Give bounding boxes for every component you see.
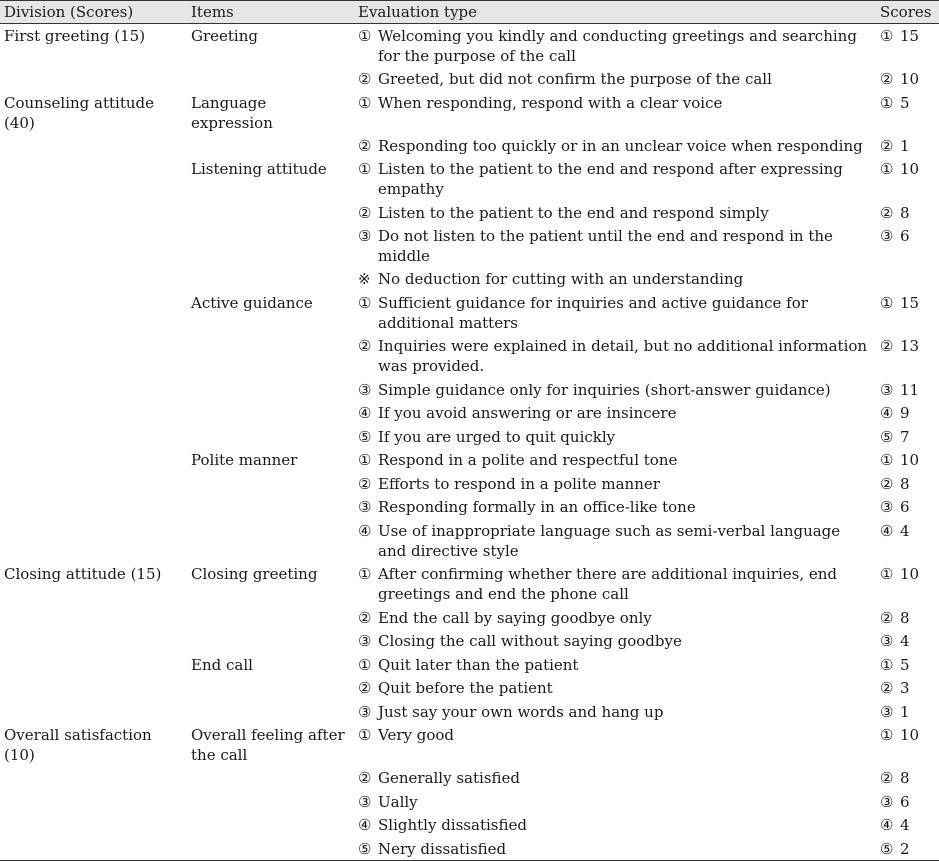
score-number: ②	[880, 136, 894, 155]
circled-number: ③	[358, 792, 372, 811]
circled-number: ⑤	[358, 839, 372, 858]
circled-number: ②	[358, 679, 372, 697]
circled-number: ③	[358, 632, 372, 650]
evaluation-text: Closing the call without saying goodbye	[378, 632, 682, 650]
division-cell	[0, 653, 187, 677]
table-row	[0, 425, 939, 449]
division-cell	[0, 291, 187, 335]
item-cell	[187, 425, 354, 449]
circled-number: ①	[358, 293, 372, 312]
header-items: Items	[187, 1, 354, 24]
table-row	[0, 653, 939, 677]
circled-number: ①	[358, 451, 372, 469]
division-cell	[0, 425, 187, 449]
table-row	[0, 562, 939, 606]
evaluation-cell	[354, 201, 876, 225]
division-cell	[0, 629, 187, 653]
header-division: Division (Scores)	[0, 1, 187, 24]
score-cell	[876, 448, 939, 472]
score-value: 9	[900, 404, 910, 422]
evaluation-text: Quit before the patient	[378, 679, 553, 697]
score-cell	[876, 519, 939, 563]
division-cell: Overall satisfaction (10)	[4, 726, 152, 764]
score-value: 5	[900, 93, 910, 112]
item-cell: Active guidance	[191, 293, 313, 312]
evaluation-cell	[354, 378, 876, 402]
division-cell	[0, 472, 187, 496]
evaluation-cell	[354, 700, 876, 724]
evaluation-text: Responding formally in an office-like tone	[378, 498, 696, 516]
score-cell	[876, 562, 939, 606]
score-number: ②	[880, 203, 894, 222]
score-value: 13	[900, 337, 920, 355]
score-cell	[876, 629, 939, 653]
evaluation-cell	[354, 562, 876, 606]
division-cell	[0, 519, 187, 563]
division-cell	[0, 134, 187, 158]
division-cell	[0, 448, 187, 472]
evaluation-cell	[354, 157, 876, 201]
evaluation-cell	[354, 790, 876, 814]
item-cell	[187, 334, 354, 378]
item-cell	[187, 224, 354, 267]
circled-number: ②	[358, 70, 372, 88]
circled-number: ④	[358, 816, 372, 834]
score-value: 3	[900, 679, 910, 697]
item-cell	[187, 700, 354, 724]
evaluation-text: Just say your own words and hang up	[378, 702, 664, 721]
table-row	[0, 134, 939, 158]
circled-number: ⑤	[358, 427, 372, 446]
circled-number: ①	[358, 160, 372, 178]
item-cell: Closing greeting	[191, 565, 318, 583]
score-value: 10	[900, 565, 920, 583]
division-cell	[0, 676, 187, 700]
score-value: 5	[900, 655, 910, 674]
score-value: 4	[900, 632, 910, 650]
evaluation-text: Simple guidance only for inquiries (short-answer guidance)	[378, 380, 831, 399]
table-row	[0, 790, 939, 814]
table-row	[0, 401, 939, 425]
evaluation-text: After confirming whether there are additional inquiries, end greetings and end the phone call	[378, 565, 838, 603]
circled-number: ①	[358, 726, 372, 744]
score-cell	[876, 472, 939, 496]
division-cell	[0, 224, 187, 267]
division-cell	[0, 766, 187, 790]
division-cell	[0, 606, 187, 630]
score-value: 2	[900, 839, 910, 858]
score-value: 1	[900, 136, 910, 155]
division-cell: First greeting (15)	[4, 27, 146, 45]
score-value: 8	[900, 608, 910, 627]
evaluation-text: Listen to the patient to the end and respond simply	[378, 203, 769, 222]
evaluation-cell	[354, 134, 876, 158]
item-cell	[187, 676, 354, 700]
item-cell	[187, 134, 354, 158]
division-cell: Counseling attitude (40)	[4, 93, 154, 132]
circled-number: ③	[358, 227, 372, 245]
evaluation-cell	[354, 837, 876, 861]
evaluation-text: If you are urged to quit quickly	[378, 427, 616, 446]
score-value: 4	[900, 521, 910, 540]
evaluation-cell	[354, 723, 876, 766]
division-cell	[0, 837, 187, 861]
division-cell	[0, 495, 187, 519]
table-row	[0, 267, 939, 291]
circled-number: ②	[358, 203, 372, 222]
division-cell	[0, 157, 187, 201]
item-cell	[187, 401, 354, 425]
table-row	[0, 813, 939, 837]
item-cell	[187, 606, 354, 630]
score-cell	[876, 91, 939, 134]
score-number: ③	[880, 227, 894, 245]
table-row	[0, 606, 939, 630]
circled-number: ③	[358, 702, 372, 721]
score-number: ⑤	[880, 839, 894, 858]
table-row	[0, 519, 939, 563]
score-value: 11	[900, 380, 920, 399]
evaluation-text: If you avoid answering or are insincere	[378, 404, 677, 422]
table-row	[0, 837, 939, 861]
score-value: 7	[900, 427, 910, 446]
table-row	[0, 67, 939, 91]
score-cell	[876, 723, 939, 766]
circled-number: ①	[358, 93, 372, 112]
division-cell: Closing attitude (15)	[4, 565, 162, 583]
division-cell	[0, 334, 187, 378]
table-row	[0, 224, 939, 267]
division-cell	[0, 700, 187, 724]
evaluation-text: Ually	[378, 792, 418, 811]
score-number: ④	[880, 521, 894, 540]
evaluation-cell	[354, 334, 876, 378]
score-number: ①	[880, 27, 894, 45]
table-row	[0, 24, 939, 68]
score-cell	[876, 24, 939, 68]
item-cell	[187, 629, 354, 653]
score-cell	[876, 401, 939, 425]
evaluation-text: Quit later than the patient	[378, 655, 579, 674]
score-cell	[876, 700, 939, 724]
score-cell	[876, 134, 939, 158]
item-cell: End call	[191, 655, 253, 674]
header-scores: Scores	[876, 1, 939, 24]
score-cell	[876, 378, 939, 402]
circled-number: ①	[358, 655, 372, 674]
score-number: ①	[880, 655, 894, 674]
item-cell	[187, 790, 354, 814]
score-cell	[876, 157, 939, 201]
score-number: ①	[880, 726, 894, 744]
evaluation-text: Inquiries were explained in detail, but no additional information was provided.	[378, 337, 868, 375]
score-value: 10	[900, 160, 920, 178]
item-cell	[187, 519, 354, 563]
evaluation-cell	[354, 91, 876, 134]
division-cell	[0, 378, 187, 402]
evaluation-cell	[354, 519, 876, 563]
note-text: No deduction for cutting with an understanding	[378, 270, 744, 288]
circled-number: ③	[358, 380, 372, 399]
evaluation-text: Listen to the patient to the end and respond after expressing empathy	[378, 160, 843, 198]
circled-number: ④	[358, 404, 372, 422]
evaluation-text: Very good	[378, 726, 455, 744]
score-cell	[876, 334, 939, 378]
evaluation-text: Use of inappropriate language such as semi-verbal language and directive style	[378, 521, 841, 560]
evaluation-text: Respond in a polite and respectful tone	[378, 451, 678, 469]
circled-number: ②	[358, 337, 372, 355]
evaluation-text: Do not listen to the patient until the end and respond in the middle	[378, 227, 833, 265]
score-value: 6	[900, 792, 910, 811]
evaluation-cell	[354, 766, 876, 790]
division-cell	[0, 267, 187, 291]
score-number: ③	[880, 380, 894, 399]
score-number: ②	[880, 679, 894, 697]
item-cell: Language expression	[191, 93, 273, 132]
score-cell	[876, 201, 939, 225]
reference-mark: ※	[358, 270, 371, 288]
circled-number: ②	[358, 769, 372, 787]
division-cell	[0, 813, 187, 837]
item-cell	[187, 837, 354, 861]
item-cell	[187, 267, 354, 291]
evaluation-cell	[354, 448, 876, 472]
score-value: 10	[900, 451, 920, 469]
evaluation-text: Generally satisfied	[378, 769, 520, 787]
header-evaluation-type: Evaluation type	[354, 1, 876, 24]
evaluation-text: Nery dissatisfied	[378, 839, 507, 858]
evaluation-cell	[354, 291, 876, 335]
score-number: ②	[880, 608, 894, 627]
score-cell	[876, 495, 939, 519]
evaluation-cell	[354, 629, 876, 653]
evaluation-cell	[354, 24, 876, 68]
score-value: 15	[900, 293, 920, 312]
evaluation-cell	[354, 224, 876, 267]
circled-number: ③	[358, 498, 372, 516]
score-cell	[876, 813, 939, 837]
score-cell	[876, 291, 939, 335]
evaluation-cell	[354, 401, 876, 425]
table-row	[0, 157, 939, 201]
circled-number: ①	[358, 565, 372, 583]
score-cell	[876, 224, 939, 267]
evaluation-cell	[354, 472, 876, 496]
score-cell	[876, 425, 939, 449]
item-cell	[187, 67, 354, 91]
evaluation-text: Slightly dissatisfied	[378, 816, 527, 834]
evaluation-cell	[354, 676, 876, 700]
table-row	[0, 700, 939, 724]
evaluation-text: When responding, respond with a clear voice	[378, 93, 723, 112]
evaluation-cell	[354, 67, 876, 91]
score-number: ①	[880, 565, 894, 583]
score-value: 8	[900, 769, 910, 787]
evaluation-cell	[354, 425, 876, 449]
item-cell	[187, 495, 354, 519]
score-number: ②	[880, 337, 894, 355]
evaluation-text: Sufficient guidance for inquiries and active guidance for additional matters	[378, 293, 808, 332]
score-cell	[876, 837, 939, 861]
score-value: 10	[900, 70, 920, 88]
division-cell	[0, 201, 187, 225]
score-cell	[876, 653, 939, 677]
score-value: 6	[900, 227, 910, 245]
item-cell	[187, 472, 354, 496]
score-number: ①	[880, 160, 894, 178]
table-row	[0, 495, 939, 519]
evaluation-text: Efforts to respond in a polite manner	[378, 474, 660, 493]
score-value: 4	[900, 816, 910, 834]
evaluation-text: Greeted, but did not confirm the purpose of the call	[378, 70, 772, 88]
table-row	[0, 334, 939, 378]
item-cell	[187, 201, 354, 225]
score-value: 1	[900, 702, 910, 721]
score-number: ②	[880, 70, 894, 88]
table-row	[0, 472, 939, 496]
item-cell: Overall feeling after the call	[191, 726, 345, 764]
circled-number: ①	[358, 27, 372, 45]
score-number: ⑤	[880, 427, 894, 446]
evaluation-cell	[354, 606, 876, 630]
score-cell	[876, 766, 939, 790]
item-cell: Greeting	[191, 27, 258, 45]
table-row	[0, 291, 939, 335]
score-number: ③	[880, 498, 894, 516]
table-row	[0, 378, 939, 402]
score-value: 8	[900, 203, 910, 222]
score-cell	[876, 267, 939, 291]
circled-number: ④	[358, 521, 372, 540]
score-value: 15	[900, 27, 920, 45]
evaluation-cell	[354, 653, 876, 677]
table-row	[0, 448, 939, 472]
score-number: ②	[880, 769, 894, 787]
evaluation-cell	[354, 813, 876, 837]
division-cell	[0, 67, 187, 91]
score-cell	[876, 790, 939, 814]
score-value: 8	[900, 474, 910, 493]
division-cell	[0, 401, 187, 425]
table-row	[0, 766, 939, 790]
score-number: ①	[880, 93, 894, 112]
score-number: ①	[880, 293, 894, 312]
item-cell: Listening attitude	[191, 160, 327, 178]
score-number: ②	[880, 474, 894, 493]
score-number: ④	[880, 404, 894, 422]
score-cell	[876, 676, 939, 700]
table-row	[0, 723, 939, 766]
division-cell	[0, 790, 187, 814]
evaluation-text: Responding too quickly or in an unclear voice when responding	[378, 136, 863, 155]
table-row	[0, 91, 939, 134]
evaluation-cell	[354, 495, 876, 519]
score-number: ③	[880, 702, 894, 721]
score-number: ③	[880, 792, 894, 811]
score-cell	[876, 606, 939, 630]
circled-number: ②	[358, 136, 372, 155]
score-number: ④	[880, 816, 894, 834]
circled-number: ②	[358, 474, 372, 493]
item-cell	[187, 813, 354, 837]
score-value: 6	[900, 498, 910, 516]
score-cell	[876, 67, 939, 91]
table-row	[0, 629, 939, 653]
circled-number: ②	[358, 608, 372, 627]
score-number: ①	[880, 451, 894, 469]
table-row	[0, 676, 939, 700]
score-number: ③	[880, 632, 894, 650]
table-row	[0, 201, 939, 225]
item-cell	[187, 378, 354, 402]
evaluation-text: Welcoming you kindly and conducting greetings and searching for the purpose of the call	[378, 27, 857, 65]
item-cell: Polite manner	[191, 451, 298, 469]
score-value: 10	[900, 726, 920, 744]
evaluation-text: End the call by saying goodbye only	[378, 608, 652, 627]
evaluation-cell	[354, 267, 876, 291]
header-row	[0, 1, 939, 24]
